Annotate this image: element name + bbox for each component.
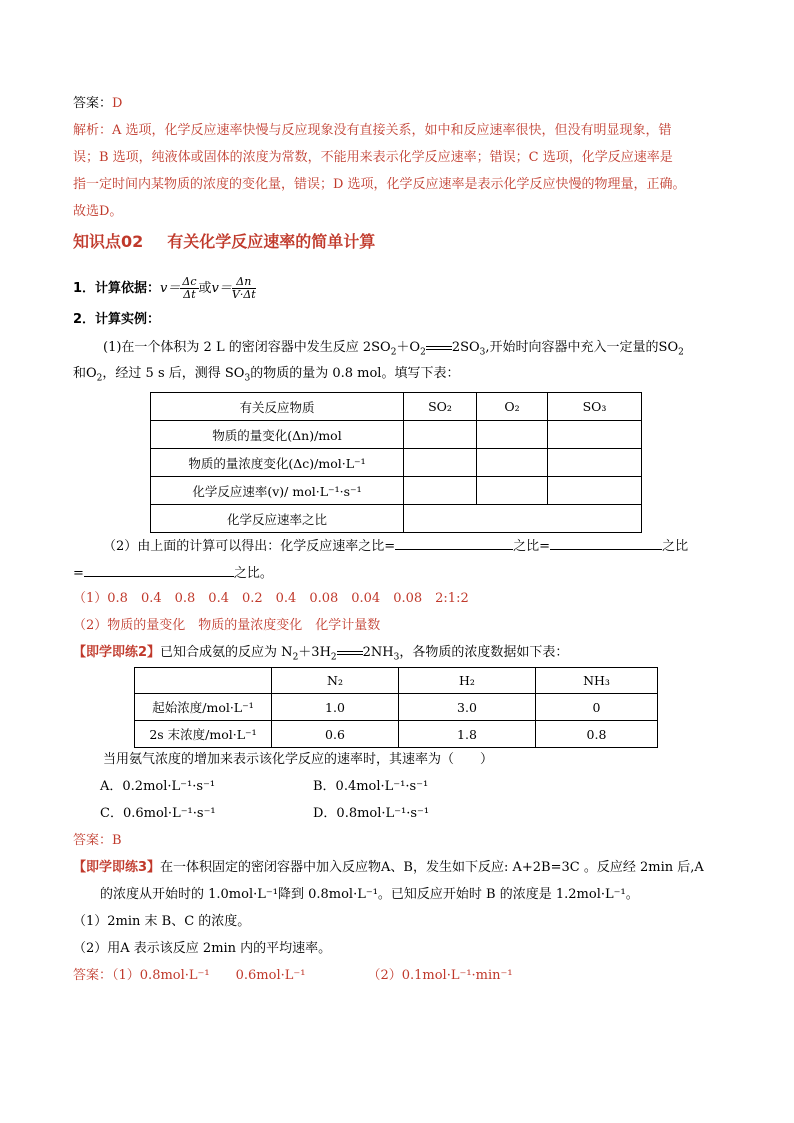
- fraction-dn-vdt: $\frac{\Delta n}{V\cdot\Delta t}$: [231, 275, 256, 301]
- answer-value: B: [112, 833, 122, 848]
- explanation-line-2: 误；B 选项，纯液体或固体的浓度为常数，不能用来表示化学反应速率；错误；C 选项，化学反应速率是: [73, 150, 673, 165]
- explanation-line-4: 故选D。: [73, 204, 123, 219]
- practice2-answer: [73, 831, 122, 851]
- answer-label: 答案：: [73, 96, 113, 111]
- table-header-cell: O₂: [477, 393, 548, 421]
- answer-line: [73, 94, 122, 114]
- basis-or: 或: [198, 281, 212, 296]
- table-row: [151, 505, 642, 533]
- answer-values-line: （1）0.8 0.4 0.8 0.4 0.2 0.4 0.08 0.04 0.08 2:1:2: [73, 591, 469, 606]
- table-row: [151, 449, 642, 477]
- practice3-q2: （2）用A 表示该反应 2min 内的平均速率。: [73, 941, 332, 956]
- example-para-2: 和$O_2$，经过 5 s 后，测得 $SO_3$的物质的量为 0.8 mol。填写下表：: [73, 366, 460, 384]
- answer-label: 答案：: [73, 833, 113, 848]
- table-row: [135, 694, 658, 721]
- table-row-label: 2s 末浓度/mol·L⁻¹: [135, 721, 272, 748]
- table-header-cell: N₂: [272, 668, 399, 694]
- answer-part-2: （2）0.1mol·L⁻¹·min⁻¹: [367, 968, 513, 983]
- table-row: [135, 721, 658, 748]
- table-header-cell: NH₃: [536, 668, 658, 694]
- fraction-dc-dt: $\frac{\Delta c}{\Delta t}$: [182, 275, 197, 301]
- table-cell: 0.8: [536, 721, 658, 748]
- option-b[interactable]: B．0.4mol·L⁻¹·s⁻¹: [313, 779, 429, 794]
- table-header-cell: SO₂: [404, 393, 477, 421]
- explanation-line-3: 指一定时间内某物质的浓度的变化量，错误；D 选项，化学反应速率是表示化学反应快慢的物理量，正确。: [73, 177, 686, 192]
- table-row-label: 化学反应速率之比: [151, 505, 404, 533]
- explanation-line-1: 解析：A 选项，化学反应速率快慢与反应现象没有直接关系，如中和反应速率很快，但没有明显现象，错: [73, 123, 672, 138]
- option-a[interactable]: A．0.2mol·L⁻¹·s⁻¹: [100, 779, 216, 794]
- table-header-row: [135, 668, 658, 694]
- table-cell: 0: [536, 694, 658, 721]
- table-header-cell: H₂: [399, 668, 536, 694]
- rate-table: [150, 392, 642, 533]
- table-row: [151, 421, 642, 449]
- table-cell: 3.0: [399, 694, 536, 721]
- practice2-tag: 【即学即练2】: [73, 645, 161, 660]
- table-row-label: 起始浓度/mol·L⁻¹: [135, 694, 272, 721]
- practice2-intro: 【即学即练2】已知合成氨的反应为 $N_2+3H_2$ $2NH_3$，各物质的浓度数据如下表：: [73, 645, 569, 663]
- table-cell: 1.0: [272, 694, 399, 721]
- equilibrium-arrow: [337, 648, 363, 658]
- example-para-1: (1)在一个体积为 2 L 的密闭容器中发生反应 $2SO_2+O_2$ $2SO_3$,开始时向容器中充入一定量的$SO_2$: [103, 340, 684, 358]
- example-label: 2．计算实例：: [73, 312, 161, 327]
- practice3-answer: [73, 966, 513, 986]
- table-row-label: 物质的量变化(Δn)/mol: [151, 421, 404, 449]
- equilibrium-arrow: [426, 343, 452, 353]
- calc-basis: [73, 276, 256, 302]
- basis-v1: v＝: [160, 281, 181, 296]
- practice3-line-1: 【即学即练3】在一体积固定的密闭容器中加入反应物A、B，发生如下反应: A+2B=3C 。反应经 2min 后,A: [73, 860, 704, 875]
- answer-part-1: （1）0.8mol·L⁻¹ 0.6mol·L⁻¹: [112, 968, 306, 983]
- practice3-line-2: 的浓度从开始时的 1.0mol·L⁻¹降到 0.8mol·L⁻¹。已知反应开始时 B 的浓度是 1.2mol·L⁻¹。: [100, 887, 639, 902]
- table-header-cell: 有关反应物质: [151, 393, 404, 421]
- table-row-label: 物质的量浓度变化(Δc)/mol·L⁻¹: [151, 449, 404, 477]
- conclusion-line-2: = 之比。: [73, 562, 273, 584]
- answer-terms-line: （2）物质的量变化 物质的量浓度变化 化学计量数: [73, 618, 381, 633]
- table-row-label: 化学反应速率(v)/ mol·L⁻¹·s⁻¹: [151, 477, 404, 505]
- answer-label: 答案：: [73, 968, 113, 983]
- table-row: [151, 477, 642, 505]
- conclusion-line-1: （2）由上面的计算可以得出：化学反应速率之比= 之比= 之比: [103, 535, 688, 557]
- option-d[interactable]: D．0.8mol·L⁻¹·s⁻¹: [313, 806, 430, 821]
- practice3-q1: （1）2min 末 B、C 的浓度。: [73, 914, 251, 929]
- section-heading: [73, 232, 375, 252]
- answer-value: D: [112, 96, 123, 111]
- table-cell: 0.6: [272, 721, 399, 748]
- table-header-row: [151, 393, 642, 421]
- section-label: 知识点02: [73, 232, 144, 251]
- option-c[interactable]: C．0.6mol·L⁻¹·s⁻¹: [100, 806, 216, 821]
- section-title: 有关化学反应速率的简单计算: [167, 232, 376, 251]
- practice2-question: 当用氨气浓度的增加来表示该化学反应的速率时，其速率为（ ）: [103, 752, 494, 767]
- practice3-tag: 【即学即练3】: [73, 860, 161, 875]
- table-cell: 1.8: [399, 721, 536, 748]
- table-header-cell: SO₃: [548, 393, 642, 421]
- basis-label: 1．计算依据：: [73, 281, 161, 296]
- basis-v2: v＝: [211, 281, 232, 296]
- ammonia-table: [134, 667, 658, 748]
